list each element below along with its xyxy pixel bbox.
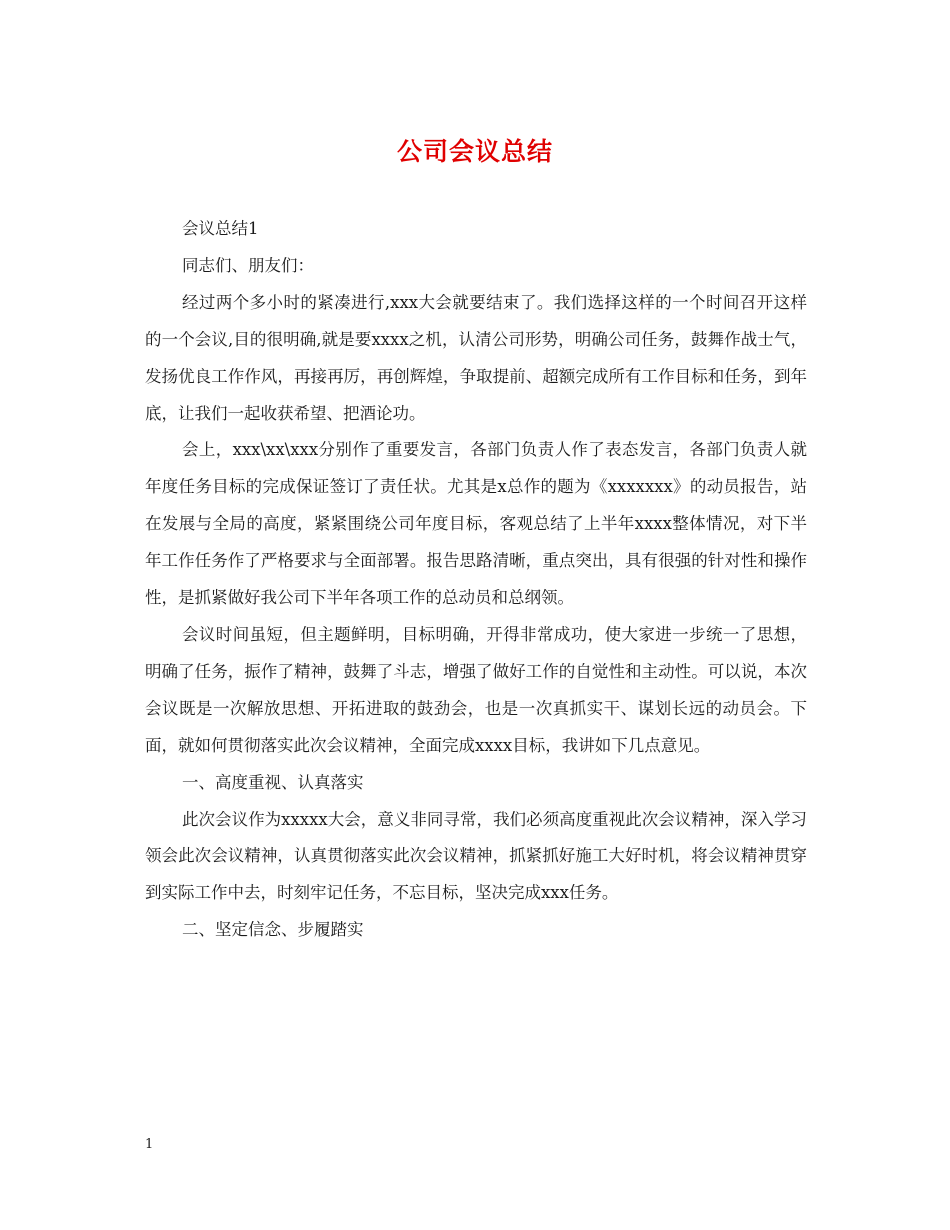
body-paragraph: 此次会议作为xxxxx大会，意义非同寻常，我们必须高度重视此次会议精神，深入学习领会此次会议精神，认真贯彻落实此次会议精神，抓紧抓好施工大好时机，将会议精神贯穿到实际工作中去，时刻牢记任务，不忘目标，坚决完成xxx任务。: [145, 809, 807, 903]
body-paragraph: 经过两个多小时的紧凑进行,xxx大会就要结束了。我们选择这样的一个时间召开这样的一个会议,目的很明确,就是要xxxx之机，认清公司形势，明确公司任务，鼓舞作战士气，发扬优良工作作风，再接再厉，再创辉煌，争取提前、超额完成所有工作目标和任务，到年底，让我们一起收获希望、把酒论功。: [145, 292, 807, 423]
section-heading-1: 一、高度重视、认真落实: [182, 772, 364, 792]
section-heading-summary-1: 会议总结1: [182, 219, 259, 238]
body-paragraph: 会议时间虽短，但主题鲜明，目标明确，开得非常成功，使大家进一步统一了思想，明确了任务，振作了精神，鼓舞了斗志，增强了做好工作的自觉性和主动性。可以说，本次会议既是一次解放思想、开拓进取的鼓劲会，也是一次真抓实干、谋划长远的动员会。下面，就如何贯彻落实此次会议精神，全面完成xxxx目标，我讲如下几点意见。: [145, 624, 807, 755]
document-title: 公司会议总结: [396, 137, 553, 166]
body-paragraph: 会上，xxx\xx\xxx分别作了重要发言，各部门负责人作了表态发言，各部门负责人就年度任务目标的完成保证签订了责任状。尤其是x总作的题为《xxxxxxx》的动员报告，站在发展与全局的高度，紧紧围绕公司年度目标，客观总结了上半年xxxx整体情况，对下半年工作任务作了严格要求与全面部署。报告思路清晰，重点突出，具有很强的针对性和操作性，是抓紧做好我公司下半年各项工作的总动员和总纲领。: [145, 440, 807, 608]
page-number: 1: [145, 1137, 154, 1152]
section-heading-2: 二、坚定信念、步履踏实: [182, 920, 364, 940]
document-body: [145, 211, 807, 949]
salutation: 同志们、朋友们：: [182, 255, 314, 275]
